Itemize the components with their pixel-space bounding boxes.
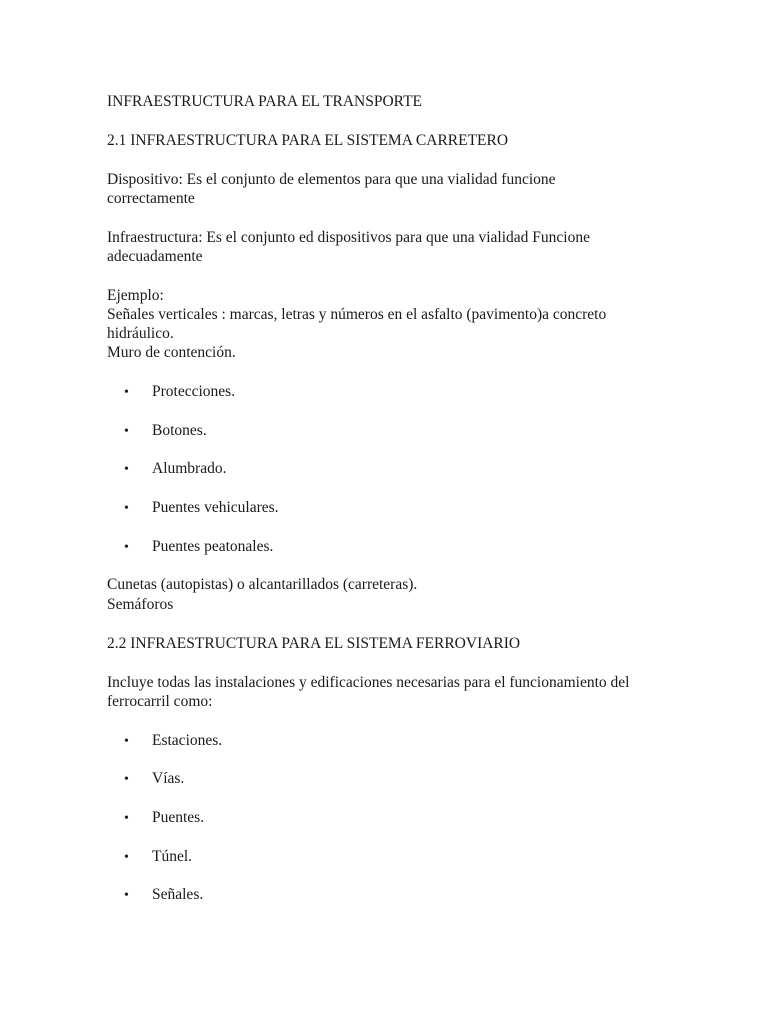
list-item: [124, 847, 192, 867]
list-item: [124, 731, 222, 751]
paragraph-infraestructura-line1: Infraestructura: Es el conjunto ed dispositivos para que una vialidad Funcione: [107, 229, 590, 246]
list-item-label: Estaciones.: [152, 732, 223, 749]
bullet-icon: •: [124, 462, 129, 477]
list-item-label: Alumbrado.: [152, 460, 227, 477]
paragraph-dispositivo-line2: correctamente: [107, 190, 195, 207]
list-item: [124, 498, 279, 518]
paragraph-semaforos: Semáforos: [107, 596, 174, 613]
list-item-label: Botones.: [152, 422, 207, 439]
paragraph-cunetas: Cunetas (autopistas) o alcantarillados (carreteras).: [107, 576, 418, 593]
list-item-label: Protecciones.: [152, 383, 236, 400]
paragraph-dispositivo-line1: Dispositivo: Es el conjunto de elementos para que una vialidad funcione: [107, 171, 556, 188]
section-heading-carretero: 2.1 INFRAESTRUCTURA PARA EL SISTEMA CARRETERO: [107, 132, 509, 149]
list-item-label: Puentes.: [152, 809, 205, 826]
list-item-label: Vías.: [152, 770, 185, 787]
bullet-icon: •: [124, 811, 129, 826]
list-item-label: Túnel.: [152, 848, 193, 865]
bullet-icon: •: [124, 501, 129, 516]
ejemplo-label: Ejemplo:: [107, 287, 164, 304]
paragraph-infraestructura-line2: adecuadamente: [107, 248, 203, 265]
list-item: [124, 885, 203, 905]
list-item: [124, 769, 184, 789]
list-item: [124, 382, 235, 402]
bullet-icon: •: [124, 734, 129, 749]
bullet-icon: •: [124, 385, 129, 400]
bullet-icon: •: [124, 850, 129, 865]
list-item: [124, 808, 204, 828]
bullet-icon: •: [124, 772, 129, 787]
bullet-icon: •: [124, 540, 129, 555]
paragraph-incluye-line1: Incluye todas las instalaciones y edificaciones necesarias para el funcionamiento del: [107, 674, 630, 691]
paragraph-incluye-line2: ferrocarril como:: [107, 693, 213, 710]
paragraph-senales-line2: hidráulico.: [107, 325, 174, 342]
paragraph-senales-line1: Señales verticales : marcas, letras y números en el asfalto (pavimento)a concreto: [107, 306, 607, 323]
list-item-label: Puentes peatonales.: [152, 538, 274, 555]
bullet-icon: •: [124, 424, 129, 439]
paragraph-muro: Muro de contención.: [107, 344, 236, 361]
list-item: [124, 537, 273, 557]
document-title: INFRAESTRUCTURA PARA EL TRANSPORTE: [107, 93, 423, 110]
list-item-label: Señales.: [152, 886, 204, 903]
list-item: [124, 459, 226, 479]
list-item-label: Puentes vehiculares.: [152, 499, 279, 516]
section-heading-ferroviario: 2.2 INFRAESTRUCTURA PARA EL SISTEMA FERROVIARIO: [107, 635, 521, 652]
list-item: [124, 421, 207, 441]
bullet-icon: •: [124, 888, 129, 903]
